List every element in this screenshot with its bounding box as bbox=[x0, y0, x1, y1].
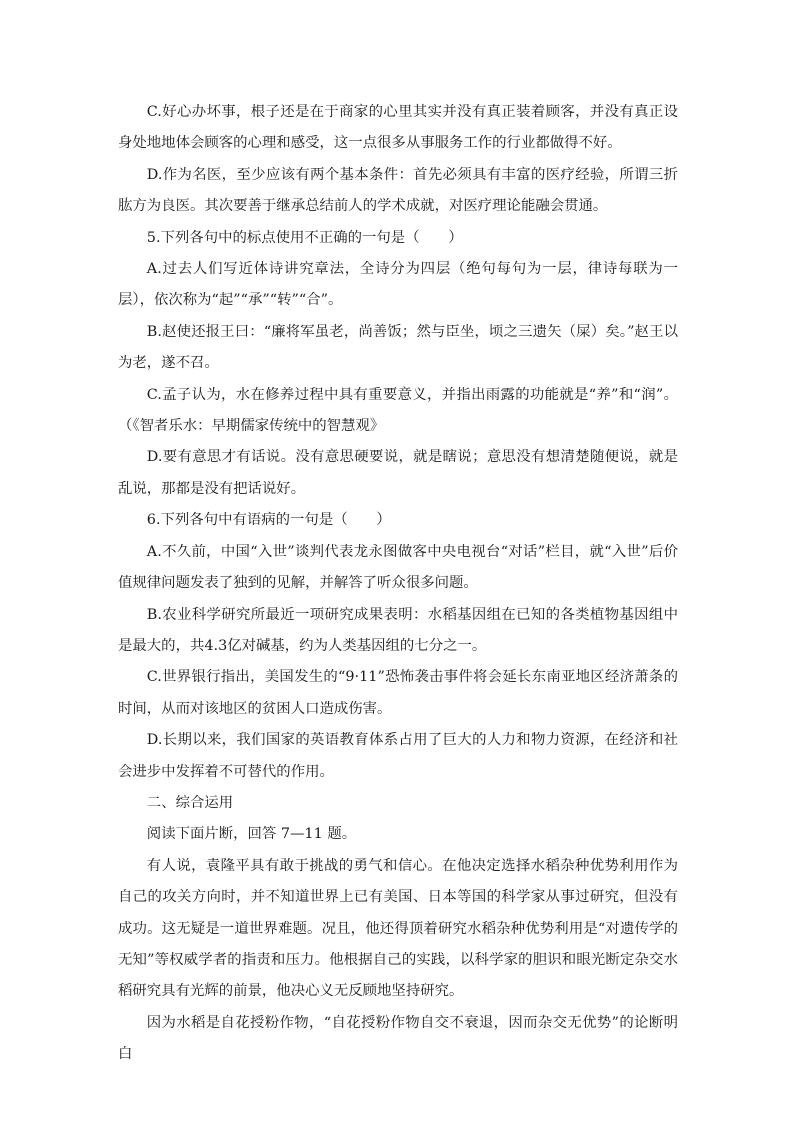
q4-option-d: D.作为名医，至少应该有两个基本条件：首先必须具有丰富的医疗经验，所谓三折肱方为良医。其次要善于继承总结前人的学术成就，对医疗理论能融会贯通。 bbox=[118, 166, 678, 215]
passage-paragraph: 有人说，袁隆平具有敢于挑战的勇气和信心。在他决定选择水稻杂种优势利用作为自己的攻关方向时，并不知道世界上已有美国、日本等国的科学家从事过研究，但没有成功。这无疑是一道世界难题。况且，他还得顶着研究水稻杂种优势利用是“对遗传学的无知”等权威学者的指责和压力。他根据自己的实践，以科学家的胆识和眼光断定杂交水稻研究具有光辉的前景，他决心义无反顾地坚持研究。 bbox=[118, 857, 678, 1000]
q6-option-d: D.长期以来，我们国家的英语教育体系占用了巨大的人力和物力资源，在经济和社会进步中发挥着不可替代的作用。 bbox=[118, 732, 678, 780]
q6-option-b: B.农业科学研究所最近一项研究成果表明：水稻基因组在已知的各类植物基因组中是最大的，共4.3亿对碱基，约为人类基因组的七分之一。 bbox=[118, 606, 678, 654]
q5-stem: 5.下列各句中的标点使用不正确的一句是（ ） bbox=[146, 229, 463, 246]
q5-option-b: B.赵使还报王曰：“廉将军虽老，尚善饭；然与臣坐，顷之三遗矢（屎）矣。”赵王以为老，遂不召。 bbox=[118, 323, 678, 372]
q4-option-c: C.好心办坏事，根子还是在于商家的心里其实并没有真正装着顾客，并没有真正设身处地地体会顾客的心理和感受，这一点很多从事服务工作的行业都做得不好。 bbox=[118, 104, 678, 152]
q5-option-c: C.孟子认为，水在修养过程中具有重要意义，并指出雨露的功能就是“养”和“润”。（《智者乐水：早期儒家传统中的智慧观》 bbox=[118, 386, 678, 435]
section-heading: 二、综合运用 bbox=[146, 794, 234, 811]
passage-paragraph: 因为水稻是自花授粉作物，“自花授粉作物自交不衰退，因而杂交无优势”的论断明白 bbox=[118, 1014, 678, 1063]
reading-instruction: 阅读下面片断，回答 7—11 题。 bbox=[146, 826, 357, 843]
q6-option-a: A.不久前，中国“入世”谈判代表龙永图做客中央电视台“对话”栏目，就“入世”后价值规律问题发表了独到的见解，并解答了听众很多问题。 bbox=[118, 543, 678, 592]
q6-stem: 6.下列各句中有语病的一句是（ ） bbox=[146, 512, 391, 529]
document-page bbox=[118, 97, 678, 1071]
q6-option-c: C.世界银行指出，美国发生的“9·11”恐怖袭击事件将会延长东南亚地区经济萧条的时间，从而对该地区的贫困人口造成伤害。 bbox=[118, 669, 678, 717]
q5-option-d: D.要有意思才有话说。没有意思硬要说，就是瞎说；意思没有想清楚随便说，就是乱说，那都是没有把话说好。 bbox=[118, 449, 678, 497]
q5-option-a: A.过去人们写近体诗讲究章法，全诗分为四层（绝句每句为一层，律诗每联为一层），依次称为“起”“承”“转”“合”。 bbox=[118, 261, 678, 309]
